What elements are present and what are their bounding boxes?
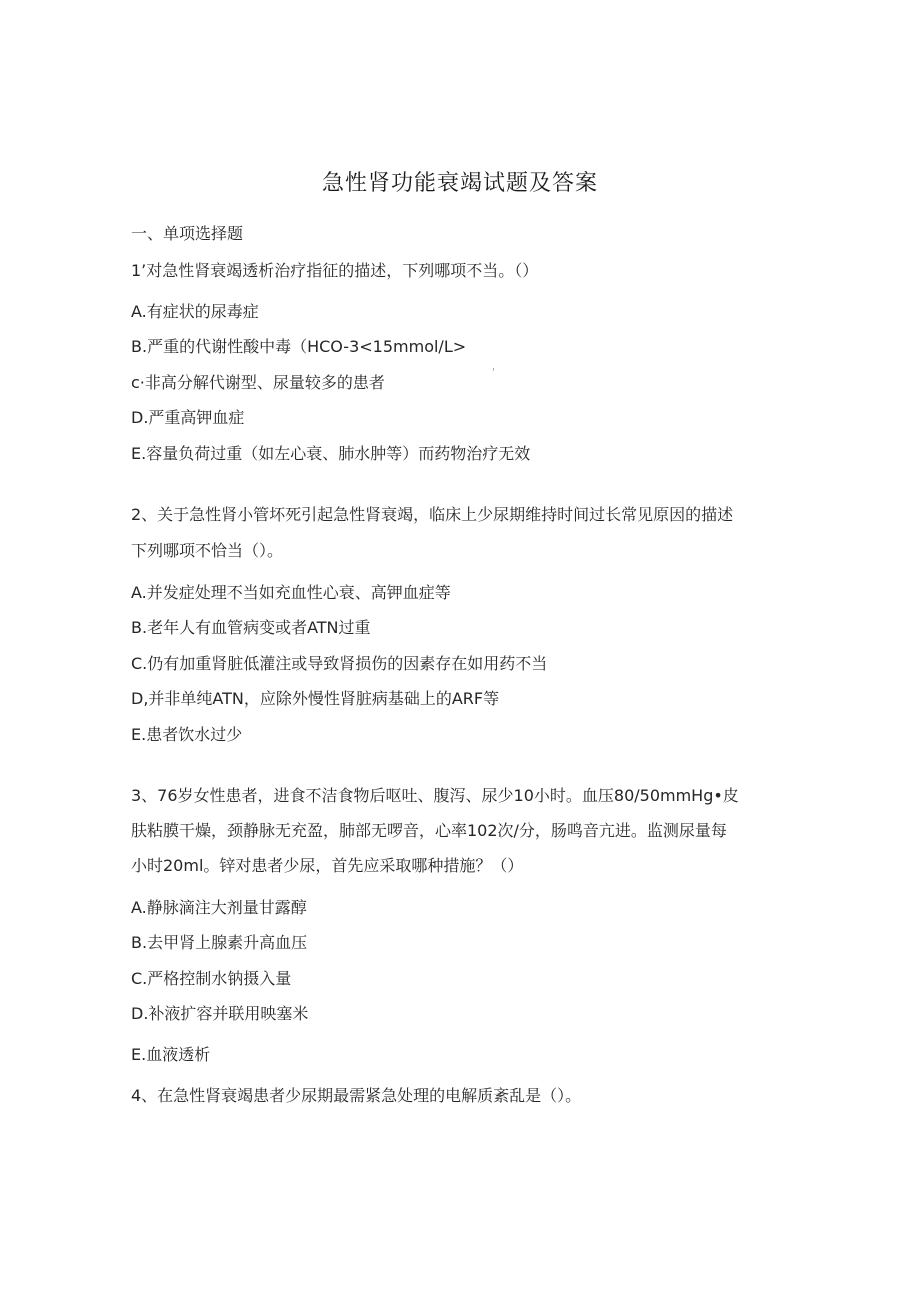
section-heading: 一、单项选择题 [131,224,244,243]
question-3-stem-line-3: 小时20ml。锌对患者少尿，首先应采取哪种措施？（） [131,856,524,875]
question-3-option-d: D.补液扩容并联用映塞米 [131,1004,309,1023]
question-3-option-a: A.静脉滴注大剂量甘露醇 [131,898,307,917]
stray-mark: ' [492,367,495,378]
document-title: 急性肾功能衰竭试题及答案 [321,171,598,196]
question-2-option-b: B.老年人有血管病变或者ATN过重 [131,618,371,637]
question-3-option-e: E.血液透析 [131,1045,211,1064]
question-2-stem-line-1: 2、关于急性肾小管坏死引起急性肾衰竭，临床上少尿期维持时间过长常见原因的描述 [131,505,734,524]
question-1-option-a: A.有症状的尿毒症 [131,302,259,321]
question-2-option-e: E.患者饮水过少 [131,725,243,744]
question-1-stem: 1’对急性肾衰竭透析治疗指征的描述，下列哪项不当。（） [131,261,539,280]
question-3-option-b: B.去甲肾上腺素升高血压 [131,933,308,952]
question-2-option-c: C.仍有加重肾脏低灌注或导致肾损伤的因素存在如用药不当 [131,654,548,673]
question-3-stem-line-2: 肤粘膜干燥，颈静脉无充盈，肺部无啰音，心率102次/分，肠鸣音亢进。监测尿量每 [131,821,727,840]
question-1-option-d: D.严重高钾血症 [131,408,245,427]
question-2-option-d: D,并非单纯ATN，应除外慢性肾脏病基础上的ARF等 [131,689,500,708]
question-3-stem-line-1: 3、76岁女性患者，进食不洁食物后呕吐、腹泻、尿少10小时。血压80∕50mmHg•皮 [131,786,739,805]
question-2-stem-line-2: 下列哪项不恰当（）。 [131,541,284,560]
question-2-option-a: A.并发症处理不当如充血性心衰、高钾血症等 [131,583,451,602]
question-4-stem: 4、在急性肾衰竭患者少尿期最需紧急处理的电解质紊乱是（）。 [131,1086,582,1105]
question-3-option-c: C.严格控制水钠摄入量 [131,969,292,988]
question-1-option-e: E.容量负荷过重（如左心衰、肺水肿等）而药物治疗无效 [131,444,531,463]
question-1-option-c: c·非高分解代谢型、尿量较多的患者 [131,373,385,392]
question-1-option-b: B.严重的代谢性酸中毒（HCO-3<15mmol∕L> [131,337,467,356]
